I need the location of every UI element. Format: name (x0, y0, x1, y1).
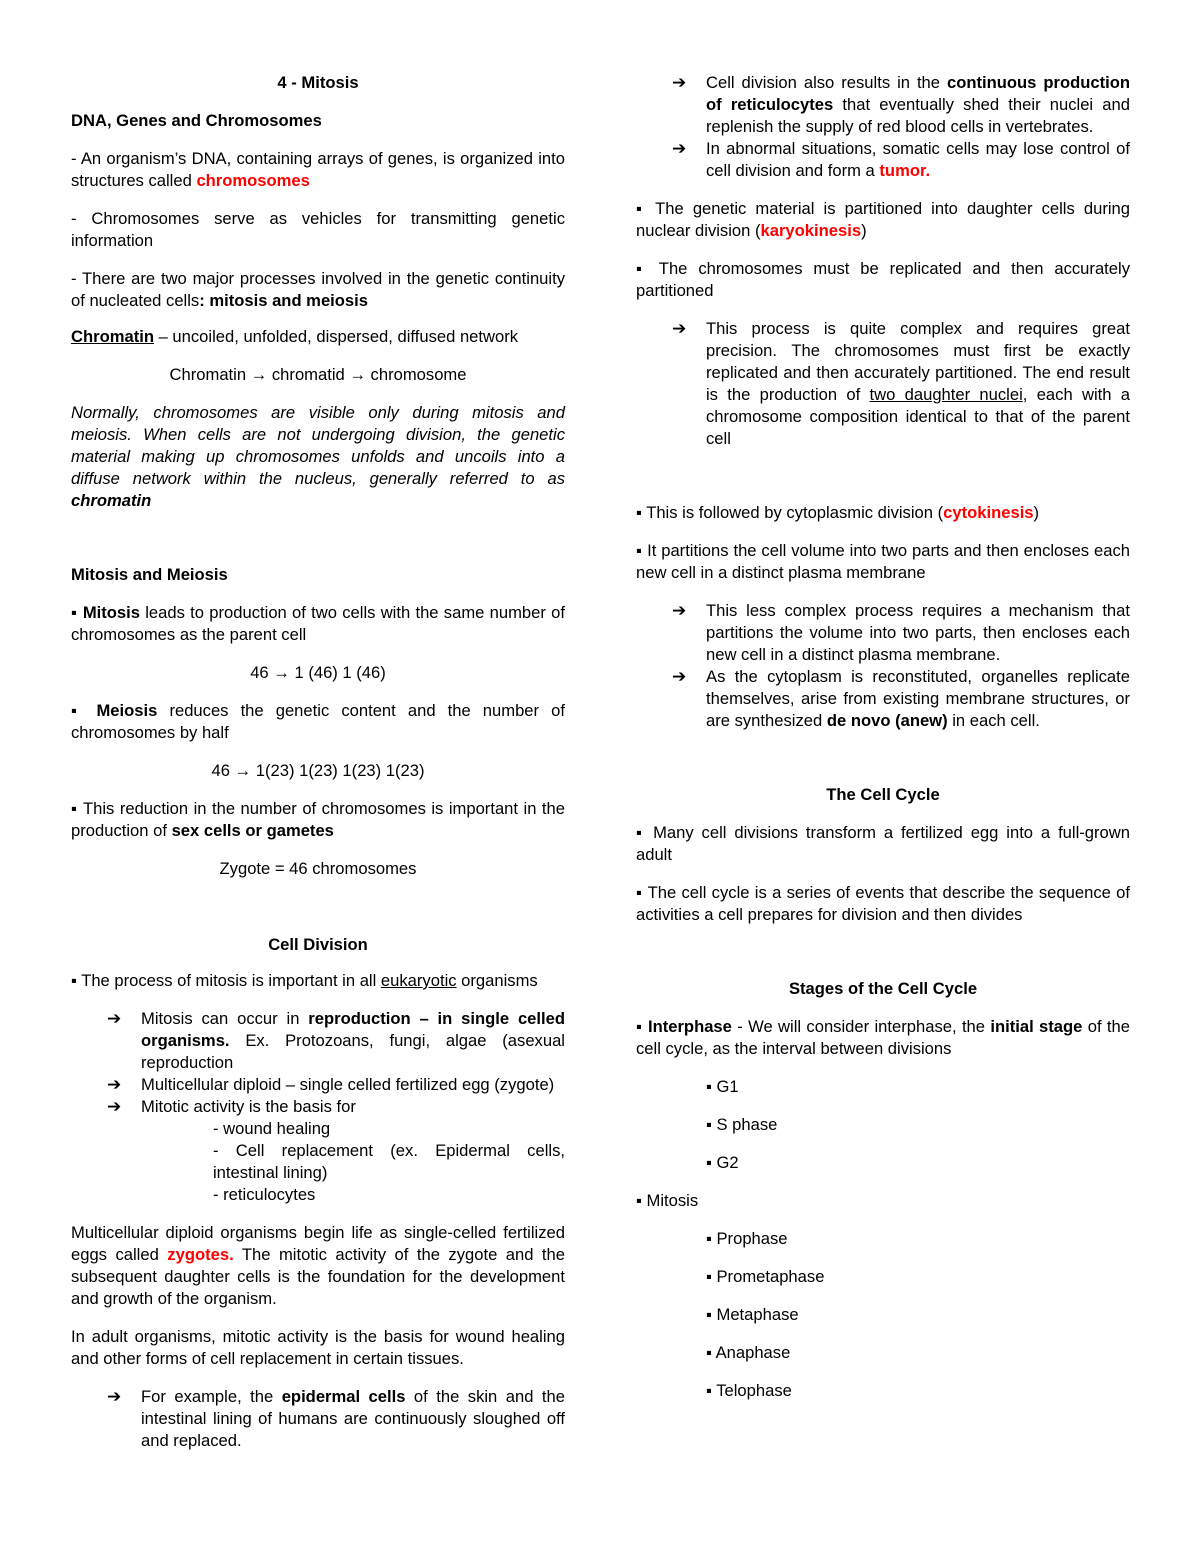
list-item: ➔ As the cytoplasm is reconstituted, organelles replicate themselves, arise from existing membrane structures, or are synthesized de novo (anew) in each cell. (672, 667, 1130, 730)
stage-telophase: ▪ Telophase (706, 1381, 792, 1400)
stage-g2: ▪ G2 (706, 1153, 739, 1172)
arrow-icon: ➔ (107, 1097, 122, 1117)
cell-division-list (71, 1008, 565, 1206)
chromatin-definition: Chromatin – uncoiled, unfolded, dispersed, diffused network (71, 327, 519, 346)
meiosis-bullet: ▪ Meiosis reduces the genetic content and the number of chromosomes by half (71, 701, 565, 742)
stage-g1: ▪ G1 (706, 1077, 739, 1096)
term-cytokinesis: cytokinesis (943, 503, 1034, 522)
term-karyokinesis: karyokinesis (760, 221, 862, 240)
dna-paragraph-3: - There are two major processes involved in the genetic continuity of nucleated cells: mitosis and meiosis (71, 269, 565, 310)
zygote-equation: Zygote = 46 chromosomes (219, 859, 417, 878)
partitions-paragraph: ▪ It partitions the cell volume into two parts and then encloses each new cell in a distinct plasma membrane (636, 541, 1130, 582)
term-chromosomes: chromosomes (196, 171, 310, 190)
list-item: ➔ Mitotic activity is the basis for (107, 1097, 356, 1117)
cell-division-heading: Cell Division (268, 935, 368, 954)
stage-prometaphase: ▪ Prometaphase (706, 1267, 825, 1286)
dna-paragraph-2: - Chromosomes serve as vehicles for transmitting genetic information (71, 209, 565, 250)
karyokinesis-paragraph: ▪ The genetic material is partitioned into daughter cells during nuclear division (karyokinesis) (636, 199, 1130, 240)
adult-paragraph: In adult organisms, mitotic activity is the basis for wound healing and other forms of cell replacement in certain tissues. (71, 1327, 565, 1368)
mitosis-item: ▪ Mitosis (636, 1191, 699, 1210)
chromatin-flow: Chromatin → chromatid → chromosome (169, 365, 467, 384)
interphase-paragraph: ▪ Interphase - We will consider interphase, the initial stage of the cell cycle, as the interval between divisions (636, 1017, 1130, 1058)
arrow-icon: ➔ (672, 73, 687, 93)
left-column (71, 70, 565, 1452)
replicated-paragraph: ▪ The chromosomes must be replicated and then accurately partitioned (636, 259, 1130, 300)
list-item: ➔ Cell division also results in the continuous production of reticulocytes that eventually shed their nuclei and replenish the supply of red blood cells in vertebrates. (672, 73, 1130, 136)
cell-cycle-paragraph-2: ▪ The cell cycle is a series of events that describe the sequence of activities a cell prepares for division and then divides (636, 883, 1130, 924)
arrow-icon: ➔ (672, 601, 687, 621)
arrow-icon: ➔ (107, 1075, 122, 1095)
arrow-icon: ➔ (672, 319, 687, 339)
list-item: ➔ In abnormal situations, somatic cells may lose control of cell division and form a tumor. (672, 139, 1130, 180)
list-item: ➔ This less complex process requires a mechanism that partitions the volume into two parts, then encloses each new cell in a distinct plasma membrane. (672, 601, 1130, 664)
arrow-icon: ➔ (107, 1387, 122, 1407)
list-item: ➔ Multicellular diploid – single celled fertilized egg (zygote) (107, 1075, 555, 1095)
dna-heading: DNA, Genes and Chromosomes (71, 111, 322, 130)
arrow-icon: ➔ (107, 1009, 122, 1029)
term-chromatin: Chromatin (71, 327, 154, 346)
sub-item-wound-healing: - wound healing (213, 1119, 331, 1138)
cytokinesis-paragraph: ▪ This is followed by cytoplasmic division (cytokinesis) (636, 503, 1040, 522)
page-title: 4 - Mitosis (277, 73, 359, 92)
cell-cycle-heading: The Cell Cycle (826, 785, 940, 804)
multicellular-paragraph: Multicellular diploid organisms begin life as single-celled fertilized eggs called zygotes. The mitotic activity of the zygote and the subsequent daughter cells is the foundation for the development and growth of the organism. (71, 1223, 565, 1308)
list-item: ➔ Mitosis can occur in reproduction – in single celled organisms. Ex. Protozoans, fungi, algae (asexual reproduction (107, 1009, 565, 1072)
stage-prophase: ▪ Prophase (706, 1229, 788, 1248)
dna-paragraph-1: - An organism’s DNA, containing arrays of genes, is organized into structures called chromosomes (71, 149, 565, 190)
arrow-icon: ➔ (672, 139, 687, 159)
mitosis-meiosis-heading: Mitosis and Meiosis (71, 565, 228, 584)
cell-cycle-paragraph-1: ▪ Many cell divisions transform a fertilized egg into a full-grown adult (636, 823, 1130, 864)
stages-heading: Stages of the Cell Cycle (788, 979, 978, 998)
reduction-bullet: ▪ This reduction in the number of chromosomes is important in the production of sex cells or gametes (71, 799, 565, 840)
normally-paragraph: Normally, chromosomes are visible only during mitosis and meiosis. When cells are not undergoing division, the genetic material making up chromosomes unfolds and uncoils into a diffuse network within the nucleus, generally referred to as chromatin (71, 403, 565, 510)
meiosis-equation: 46 → 1(23) 1(23) 1(23) 1(23) (211, 761, 425, 780)
cell-division-paragraph: ▪ The process of mitosis is important in all eukaryotic organisms (71, 971, 538, 990)
term-zygotes: zygotes. (167, 1245, 234, 1264)
list-item: ➔ This process is quite complex and requires great precision. The chromosomes must first be exactly replicated and then accurately partitioned. The end result is the production of two daughter nuclei, each with a chromosome composition identical to that of the parent cell (672, 319, 1130, 448)
right-column (636, 70, 1130, 1402)
sub-item-cell-replacement: - Cell replacement (ex. Epidermal cells, intestinal lining) (213, 1141, 565, 1182)
arrow-icon: ➔ (672, 667, 687, 687)
mitosis-equation: 46 → 1 (46) 1 (46) (250, 663, 386, 682)
stage-s-phase: ▪ S phase (706, 1115, 778, 1134)
mitosis-bullet: ▪ Mitosis leads to production of two cells with the same number of chromosomes as the parent cell (71, 603, 566, 644)
stage-metaphase: ▪ Metaphase (706, 1305, 799, 1324)
term-tumor: tumor. (879, 161, 931, 180)
stage-anaphase: ▪ Anaphase (706, 1343, 791, 1362)
list-item: ➔ For example, the epidermal cells of the skin and the intestinal lining of humans are continuously sloughed off and replaced. (107, 1387, 565, 1450)
sub-item-reticulocytes: - reticulocytes (213, 1185, 316, 1204)
